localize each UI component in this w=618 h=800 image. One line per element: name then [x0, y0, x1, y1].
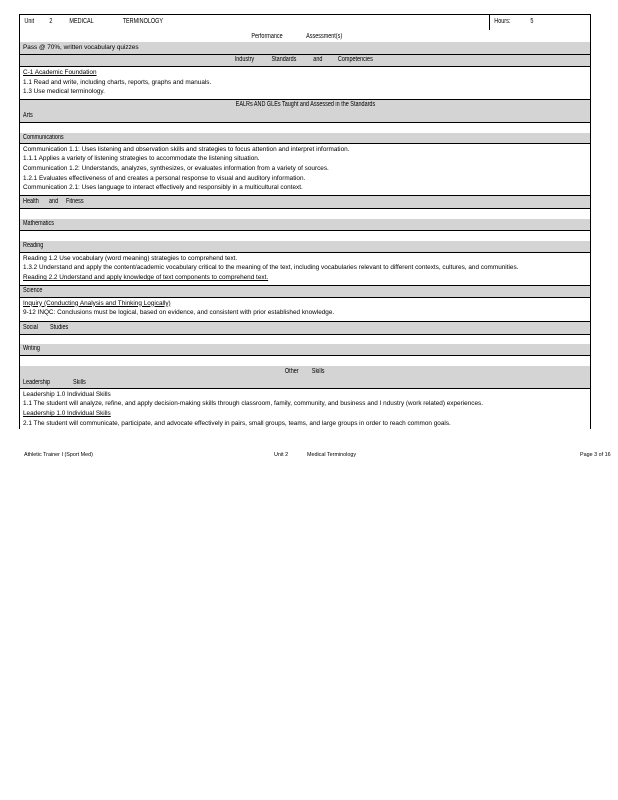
performance-text-row: [20, 42, 590, 54]
other-heading-word-2: Skills: [312, 367, 325, 375]
hours-value: 5: [530, 18, 534, 25]
unit-title: [23, 17, 169, 27]
arts-label-cell: [20, 111, 590, 122]
reading-item: Reading 1.2 Use vocabulary (word meaning) strategies to comprehend text.: [23, 254, 238, 262]
hours-cell: [489, 15, 534, 30]
other-heading-word-1: Other: [285, 367, 299, 375]
leadership-label-word-1: Leadership: [23, 378, 51, 386]
industry-item-foundation: C-1 Academic Foundation: [23, 69, 97, 76]
communications-item: Communication 1.1: Uses listening and observation skills and strategies to focus attention and interpret information.: [23, 145, 350, 153]
hours-label: Hours:: [494, 18, 511, 25]
science-label: Science: [23, 286, 43, 294]
leadership-items: [20, 388, 590, 429]
health-label-word-3: Fitness: [66, 197, 84, 205]
footer-unit: Unit 2: [274, 452, 289, 458]
unit-number: 2: [49, 18, 53, 25]
industry-items: [20, 66, 590, 99]
leadership-item: 1.1 The student will analyze, refine, and apply decision-making skills through classroom, family, community, and business and I ndustry (work related) experiences.: [23, 400, 483, 408]
industry-heading-word-2: Standards: [271, 56, 297, 63]
leadership-item: Leadership 1.0 Individual Skills: [23, 409, 111, 417]
reading-label-row: [20, 241, 590, 252]
writing-label-row: [20, 344, 590, 355]
ealrs-heading-row: [20, 99, 590, 122]
social-label-word-2: Studies: [49, 323, 68, 331]
communications-item: Communication 2.1: Uses language to interact effectively and responsibly in a multicultural context.: [23, 184, 303, 192]
reading-label: Reading: [23, 241, 44, 249]
unit-title-word-2: TERMINOLOGY: [122, 18, 164, 25]
communications-item: 1.1.1 Applies a variety of listening strategies to accommodate the listening situation.: [23, 155, 260, 163]
industry-heading-word-3: and: [313, 56, 323, 63]
industry-item: 1.3 Use medical terminology.: [23, 88, 105, 96]
leadership-item: 2.1 The student will communicate, participate, and advocate effectively in pairs, small groups, teams, and large groups in order to reach common goals.: [23, 419, 451, 427]
science-items: [20, 297, 590, 321]
performance-text: Pass @ 70%, written vocabulary quizzes: [23, 44, 139, 51]
industry-item: 1.1 Read and write, including charts, reports, graphs and manuals.: [23, 78, 212, 86]
other-skills-heading: [20, 366, 590, 378]
communications-label: Communications: [23, 133, 64, 141]
social-studies-content: [20, 334, 590, 344]
communications-items: [20, 143, 590, 195]
reading-item: 1.3.2 Understand and apply the content/academic vocabulary critical to the meaning of the text, including vocabularies relevant to different contexts, cultures, and communities.: [23, 264, 519, 272]
unit-header-row: [20, 15, 590, 30]
footer-page-number: Page 3 of 16: [580, 452, 611, 458]
mathematics-label: Mathematics: [23, 219, 54, 227]
ealrs-heading: [20, 100, 590, 111]
science-label-row: [20, 285, 590, 297]
performance-heading-word-1: Performance: [251, 33, 283, 40]
unit-title-word-1: MEDICAL: [69, 18, 95, 25]
health-label-word-2: and: [48, 197, 58, 205]
communications-label-row: [20, 133, 590, 143]
arts-label: Arts: [23, 111, 33, 119]
science-item: 9-12 INQC: Conclusions must be logical, based on evidence, and consistent with prior established knowledge.: [23, 309, 335, 317]
industry-heading-word-4: Competencies: [338, 56, 374, 63]
performance-heading: [247, 32, 347, 42]
industry-heading-row: [20, 54, 590, 66]
reading-items: [20, 252, 590, 285]
ealrs-heading-text: EALRs AND GLEs Taught and Assessed in the Standards: [235, 100, 375, 108]
leadership-label-cell: [20, 378, 590, 388]
science-item-heading: Inquiry (Conducting Analysis and Thinking Logically): [23, 299, 171, 307]
footer-course: Athletic Trainer I (Sport Med): [24, 452, 93, 458]
health-content: [20, 208, 590, 219]
industry-heading-word-1: Industry: [234, 56, 255, 63]
social-label-word-1: Social: [23, 323, 38, 331]
social-studies-label-row: [20, 321, 590, 334]
communications-item: Communication 1.2: Understands, analyzes, synthesizes, or evaluates information from a variety of sources.: [23, 164, 329, 172]
leadership-label-word-2: Skills: [73, 378, 86, 386]
mathematics-content: [20, 230, 590, 241]
performance-heading-row: [20, 30, 590, 42]
unit-label: Unit: [24, 18, 35, 25]
writing-content: [20, 355, 590, 366]
communications-item: 1.2.1 Evaluates effectiveness of and creates a personal response to visual and auditory information.: [23, 174, 306, 182]
mathematics-label-row: [20, 219, 590, 230]
footer-unit-title: Medical Terminology: [307, 452, 357, 458]
health-label-row: [20, 195, 590, 208]
arts-content: [20, 122, 590, 133]
health-label-word-1: Health: [23, 197, 39, 205]
leadership-item: Leadership 1.0 Individual Skills: [23, 390, 111, 398]
unit-table: [19, 14, 591, 429]
other-skills-heading-row: [20, 366, 590, 388]
writing-label: Writing: [23, 344, 40, 352]
reading-item: Reading 2.2 Understand and apply knowledge of text components to comprehend text.: [23, 273, 269, 281]
performance-heading-word-2: Assessment(s): [305, 33, 342, 40]
